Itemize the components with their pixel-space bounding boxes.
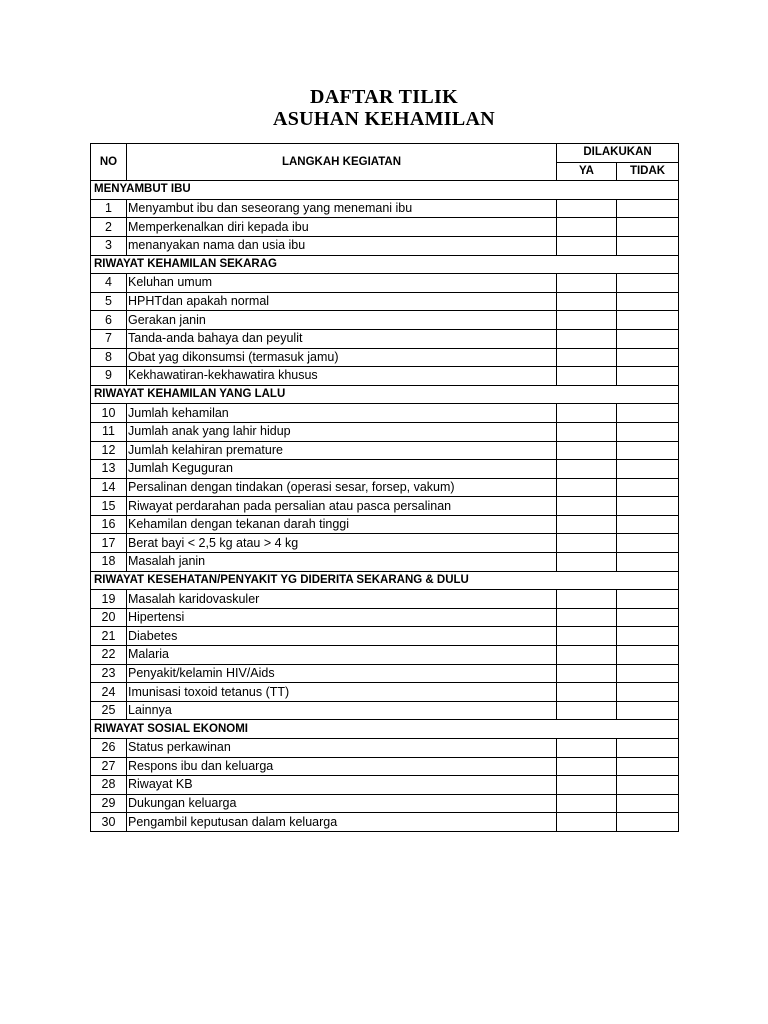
yes-checkbox-cell[interactable] — [557, 757, 617, 776]
no-checkbox-cell[interactable] — [617, 701, 679, 720]
yes-checkbox-cell[interactable] — [557, 497, 617, 516]
item-text: Tanda-anda bahaya dan peyulit — [127, 329, 557, 348]
item-text: Memperkenalkan diri kepada ibu — [127, 218, 557, 237]
item-number: 13 — [91, 460, 127, 479]
checklist-row — [91, 218, 679, 237]
checklist-row — [91, 590, 679, 609]
no-checkbox-cell[interactable] — [617, 627, 679, 646]
no-checkbox-cell[interactable] — [617, 199, 679, 218]
yes-checkbox-cell[interactable] — [557, 236, 617, 255]
yes-checkbox-cell[interactable] — [557, 218, 617, 237]
item-number: 1 — [91, 199, 127, 218]
item-text: Lainnya — [127, 701, 557, 720]
no-checkbox-cell[interactable] — [617, 460, 679, 479]
item-text: Persalinan dengan tindakan (operasi sesar, forsep, vakum) — [127, 478, 557, 497]
yes-checkbox-cell[interactable] — [557, 739, 617, 758]
item-text: Hipertensi — [127, 608, 557, 627]
yes-checkbox-cell[interactable] — [557, 553, 617, 572]
item-number: 26 — [91, 739, 127, 758]
yes-checkbox-cell[interactable] — [557, 646, 617, 665]
item-text: Imunisasi toxoid tetanus (TT) — [127, 683, 557, 702]
checklist-row — [91, 515, 679, 534]
item-text: Jumlah anak yang lahir hidup — [127, 422, 557, 441]
section-row — [91, 255, 679, 274]
item-number: 11 — [91, 422, 127, 441]
item-number: 29 — [91, 794, 127, 813]
yes-checkbox-cell[interactable] — [557, 460, 617, 479]
item-number: 19 — [91, 590, 127, 609]
yes-checkbox-cell[interactable] — [557, 683, 617, 702]
item-number: 30 — [91, 813, 127, 832]
no-checkbox-cell[interactable] — [617, 683, 679, 702]
yes-checkbox-cell[interactable] — [557, 348, 617, 367]
item-number: 27 — [91, 757, 127, 776]
item-number: 8 — [91, 348, 127, 367]
item-text: Jumlah Keguguran — [127, 460, 557, 479]
yes-checkbox-cell[interactable] — [557, 627, 617, 646]
item-number: 25 — [91, 701, 127, 720]
yes-checkbox-cell[interactable] — [557, 329, 617, 348]
item-number: 2 — [91, 218, 127, 237]
yes-checkbox-cell[interactable] — [557, 367, 617, 386]
no-checkbox-cell[interactable] — [617, 515, 679, 534]
item-text: Riwayat perdarahan pada persalian atau pasca persalinan — [127, 497, 557, 516]
item-text: menanyakan nama dan usia ibu — [127, 236, 557, 255]
header-yes: YA — [557, 162, 617, 181]
header-done: DILAKUKAN — [557, 144, 679, 163]
checklist-row — [91, 534, 679, 553]
checklist-row — [91, 274, 679, 293]
item-number: 15 — [91, 497, 127, 516]
checklist-table — [90, 143, 679, 832]
yes-checkbox-cell[interactable] — [557, 515, 617, 534]
no-checkbox-cell[interactable] — [617, 664, 679, 683]
item-text: Riwayat KB — [127, 776, 557, 795]
yes-checkbox-cell[interactable] — [557, 274, 617, 293]
checklist-row — [91, 757, 679, 776]
no-checkbox-cell[interactable] — [617, 794, 679, 813]
no-checkbox-cell[interactable] — [617, 478, 679, 497]
yes-checkbox-cell[interactable] — [557, 199, 617, 218]
checklist-row — [91, 329, 679, 348]
checklist-row — [91, 497, 679, 516]
header-step: LANGKAH KEGIATAN — [127, 144, 557, 181]
checklist-body — [91, 144, 679, 832]
item-number: 10 — [91, 404, 127, 423]
header-no: NO — [91, 144, 127, 181]
no-checkbox-cell[interactable] — [617, 534, 679, 553]
yes-checkbox-cell[interactable] — [557, 608, 617, 627]
section-title: RIWAYAT KESEHATAN/PENYAKIT YG DIDERITA SEKARANG & DULU — [91, 571, 679, 590]
checklist-row — [91, 404, 679, 423]
no-checkbox-cell[interactable] — [617, 776, 679, 795]
no-checkbox-cell[interactable] — [617, 813, 679, 832]
checklist-row — [91, 553, 679, 572]
item-number: 14 — [91, 478, 127, 497]
checklist-row — [91, 683, 679, 702]
item-text: Obat yag dikonsumsi (termasuk jamu) — [127, 348, 557, 367]
yes-checkbox-cell[interactable] — [557, 664, 617, 683]
item-text: Status perkawinan — [127, 739, 557, 758]
section-title: RIWAYAT SOSIAL EKONOMI — [91, 720, 679, 739]
no-checkbox-cell[interactable] — [617, 553, 679, 572]
no-checkbox-cell[interactable] — [617, 218, 679, 237]
checklist-row — [91, 460, 679, 479]
checklist-row — [91, 627, 679, 646]
item-text: Menyambut ibu dan seseorang yang menemani ibu — [127, 199, 557, 218]
item-text: Berat bayi < 2,5 kg atau > 4 kg — [127, 534, 557, 553]
checklist-row — [91, 422, 679, 441]
checklist-row — [91, 608, 679, 627]
section-row — [91, 720, 679, 739]
item-text: Diabetes — [127, 627, 557, 646]
no-checkbox-cell[interactable] — [617, 739, 679, 758]
item-text: Jumlah kehamilan — [127, 404, 557, 423]
item-text: Masalah karidovaskuler — [127, 590, 557, 609]
section-title: RIWAYAT KEHAMILAN YANG LALU — [91, 385, 679, 404]
no-checkbox-cell[interactable] — [617, 590, 679, 609]
item-number: 12 — [91, 441, 127, 460]
checklist-row — [91, 813, 679, 832]
no-checkbox-cell[interactable] — [617, 348, 679, 367]
yes-checkbox-cell[interactable] — [557, 534, 617, 553]
yes-checkbox-cell[interactable] — [557, 701, 617, 720]
no-checkbox-cell[interactable] — [617, 404, 679, 423]
yes-checkbox-cell[interactable] — [557, 292, 617, 311]
checklist-row — [91, 311, 679, 330]
section-title: RIWAYAT KEHAMILAN SEKARAG — [91, 255, 679, 274]
item-number: 18 — [91, 553, 127, 572]
checklist-row — [91, 367, 679, 386]
section-row — [91, 385, 679, 404]
no-checkbox-cell[interactable] — [617, 757, 679, 776]
header-tidak: TIDAK — [617, 162, 679, 181]
yes-checkbox-cell[interactable] — [557, 404, 617, 423]
no-checkbox-cell[interactable] — [617, 646, 679, 665]
item-text: Kehamilan dengan tekanan darah tinggi — [127, 515, 557, 534]
item-number: 5 — [91, 292, 127, 311]
checklist-row — [91, 478, 679, 497]
checklist-row — [91, 701, 679, 720]
section-row — [91, 571, 679, 590]
yes-checkbox-cell[interactable] — [557, 441, 617, 460]
no-checkbox-cell[interactable] — [617, 441, 679, 460]
item-number: 6 — [91, 311, 127, 330]
item-number: 17 — [91, 534, 127, 553]
item-text: Malaria — [127, 646, 557, 665]
item-number: 23 — [91, 664, 127, 683]
item-text: Penyakit/kelamin HIV/Aids — [127, 664, 557, 683]
checklist-row — [91, 236, 679, 255]
yes-checkbox-cell[interactable] — [557, 311, 617, 330]
no-checkbox-cell[interactable] — [617, 292, 679, 311]
checklist-row — [91, 646, 679, 665]
item-text: Pengambil keputusan dalam keluarga — [127, 813, 557, 832]
item-number: 3 — [91, 236, 127, 255]
checklist-row — [91, 441, 679, 460]
checklist-row — [91, 664, 679, 683]
item-number: 4 — [91, 274, 127, 293]
section-row — [91, 181, 679, 200]
no-checkbox-cell[interactable] — [617, 608, 679, 627]
no-checkbox-cell[interactable] — [617, 311, 679, 330]
item-number: 7 — [91, 329, 127, 348]
no-checkbox-cell[interactable] — [617, 422, 679, 441]
no-checkbox-cell[interactable] — [617, 329, 679, 348]
item-number: 20 — [91, 608, 127, 627]
item-text: Respons ibu dan keluarga — [127, 757, 557, 776]
no-checkbox-cell[interactable] — [617, 497, 679, 516]
checklist-row — [91, 292, 679, 311]
no-checkbox-cell[interactable] — [617, 236, 679, 255]
document-title: DAFTAR TILIK — [310, 86, 458, 108]
item-number: 21 — [91, 627, 127, 646]
item-text: Jumlah kelahiran premature — [127, 441, 557, 460]
item-number: 28 — [91, 776, 127, 795]
yes-checkbox-cell[interactable] — [557, 794, 617, 813]
item-number: 24 — [91, 683, 127, 702]
item-text: Kekhawatiran-kekhawatira khusus — [127, 367, 557, 386]
checklist-row — [91, 794, 679, 813]
yes-checkbox-cell[interactable] — [557, 776, 617, 795]
item-text: Keluhan umum — [127, 274, 557, 293]
yes-checkbox-cell[interactable] — [557, 590, 617, 609]
item-number: 22 — [91, 646, 127, 665]
document-subtitle: ASUHAN KEHAMILAN — [272, 108, 496, 130]
section-title: MENYAMBUT IBU — [91, 181, 679, 200]
checklist-row — [91, 739, 679, 758]
yes-checkbox-cell[interactable] — [557, 422, 617, 441]
item-number: 16 — [91, 515, 127, 534]
item-text: Gerakan janin — [127, 311, 557, 330]
yes-checkbox-cell[interactable] — [557, 813, 617, 832]
item-text: HPHTdan apakah normal — [127, 292, 557, 311]
checklist-row — [91, 348, 679, 367]
item-number: 9 — [91, 367, 127, 386]
item-text: Masalah janin — [127, 553, 557, 572]
header-row — [91, 144, 679, 163]
no-checkbox-cell[interactable] — [617, 367, 679, 386]
item-text: Dukungan keluarga — [127, 794, 557, 813]
checklist-row — [91, 199, 679, 218]
checklist-row — [91, 776, 679, 795]
yes-checkbox-cell[interactable] — [557, 478, 617, 497]
no-checkbox-cell[interactable] — [617, 274, 679, 293]
